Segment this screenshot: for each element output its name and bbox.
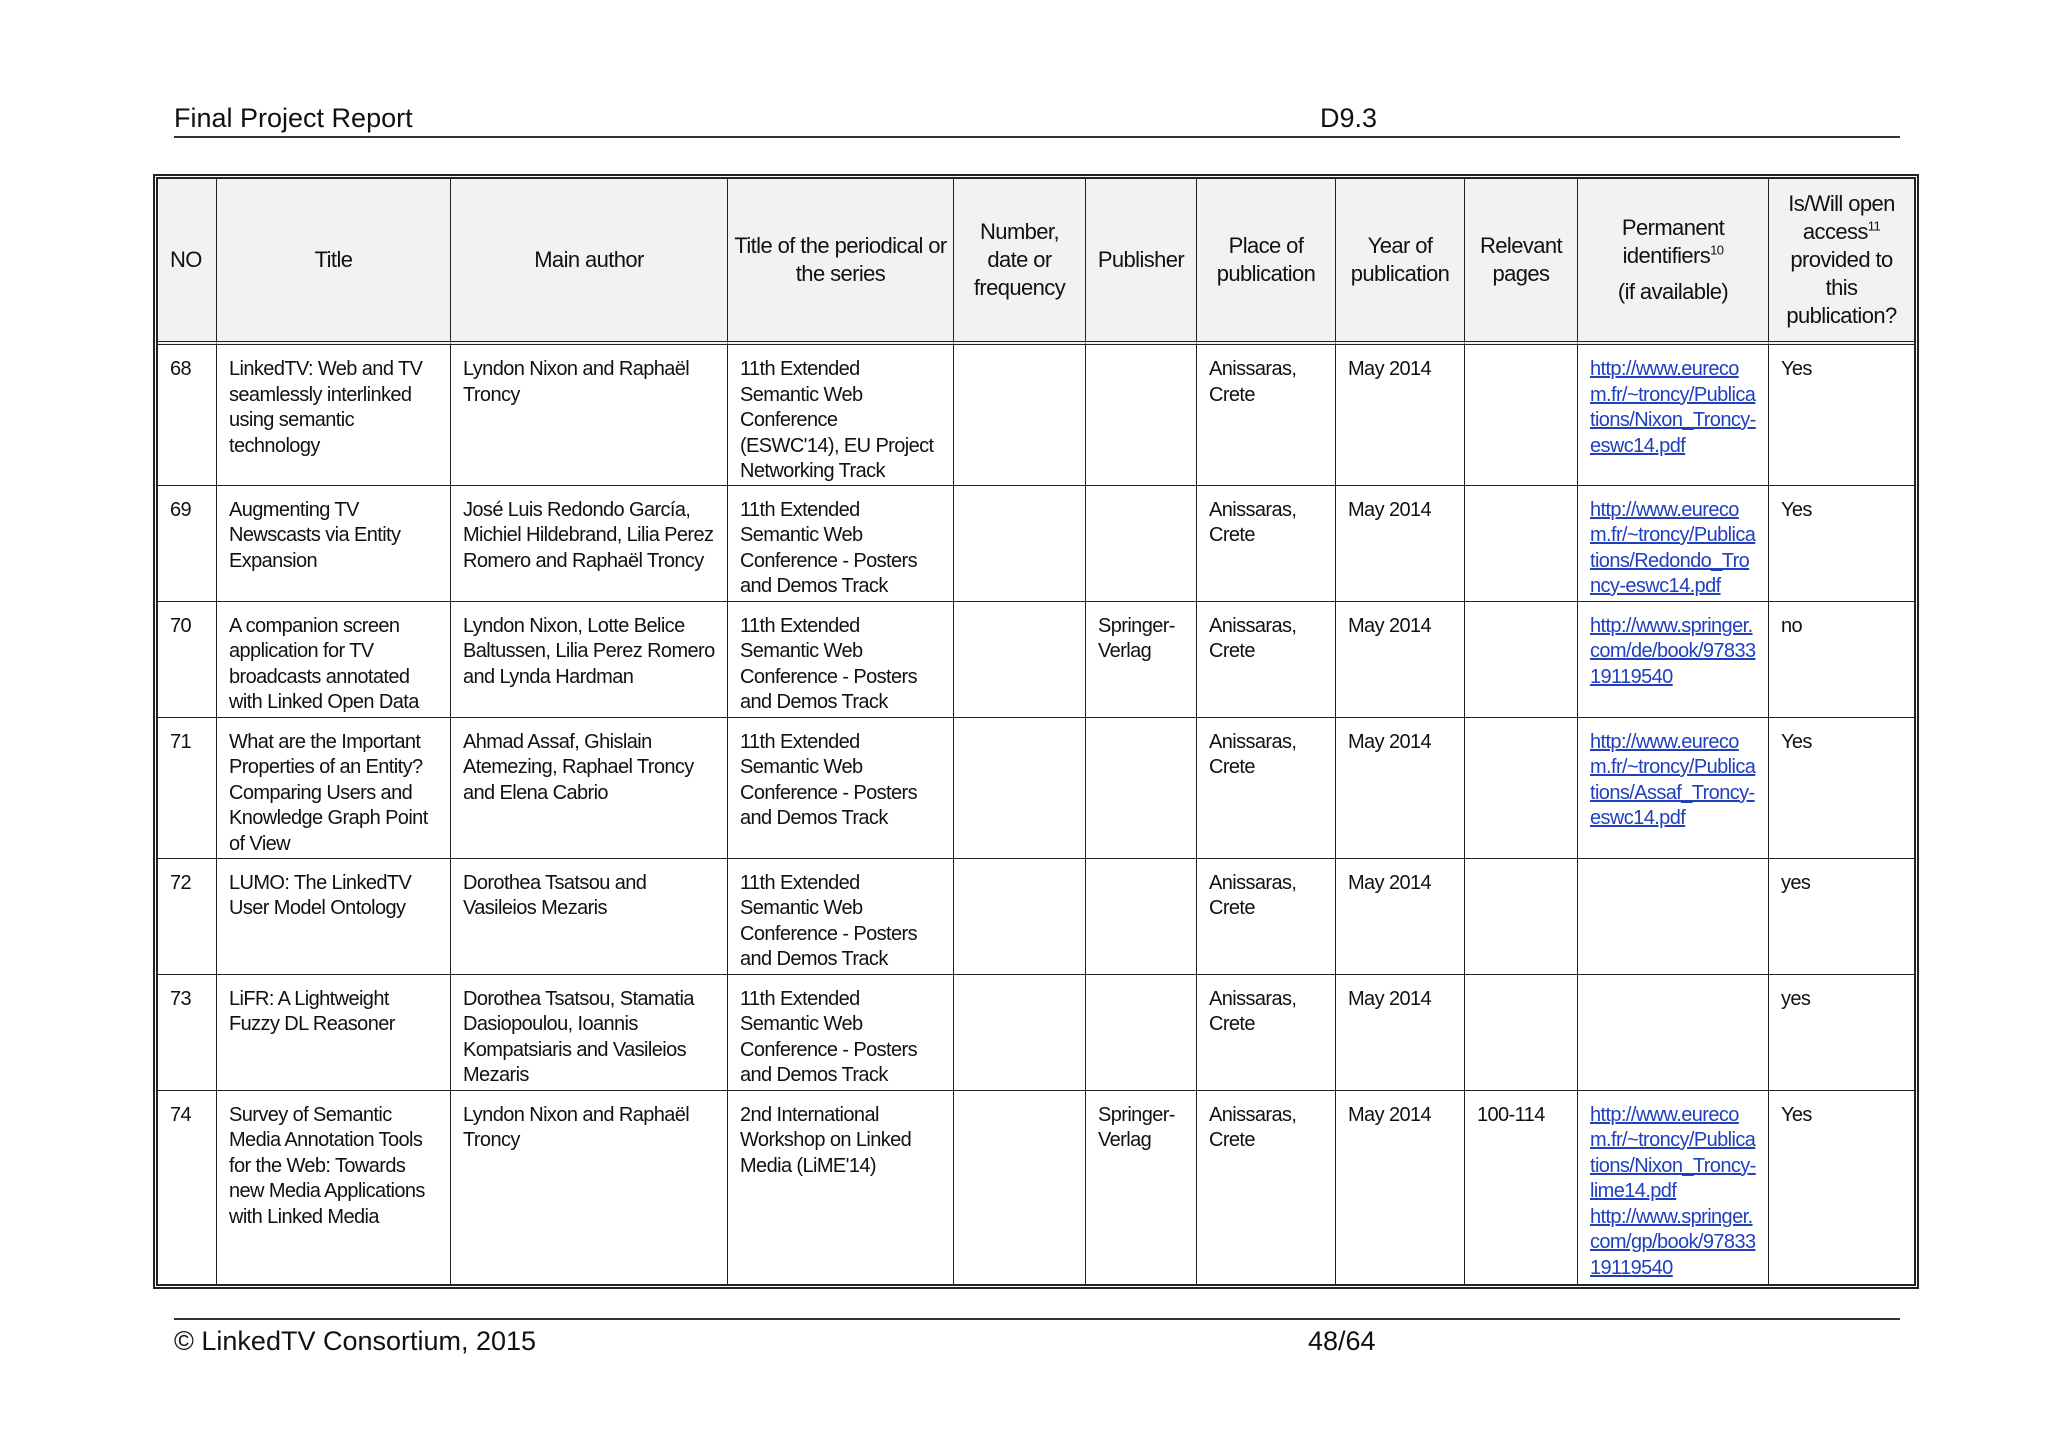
cell-periodical-title: 11th Extended Semantic Web Conference - Posters and Demos Track: [728, 602, 954, 718]
table-row: [158, 975, 1914, 1091]
copyright-notice: © LinkedTV Consortium, 2015: [174, 1326, 537, 1356]
cell-periodical-title: 11th Extended Semantic Web Conference - Posters and Demos Track: [728, 486, 954, 602]
cell-row-number: 68: [158, 345, 217, 486]
page-footer: [174, 1318, 1900, 1362]
cell-open-access: Yes: [1769, 718, 1914, 859]
cell-row-number: 73: [158, 975, 217, 1091]
cell-publication-title: A companion screen application for TV broadcasts annotated with Linked Open Data: [217, 602, 451, 718]
cell-publication-title: LUMO: The LinkedTV User Model Ontology: [217, 859, 451, 975]
page-number: 48/64: [1308, 1326, 1376, 1356]
col-header-open-access: [1769, 179, 1914, 345]
cell-place-of-publication: Anissaras, Crete: [1197, 602, 1336, 718]
cell-year-of-publication: May 2014: [1336, 1091, 1465, 1284]
identifier-link[interactable]: http://www.eurecom.fr/~troncy/Publications/Nixon_Troncy-eswc14.pdf: [1590, 358, 1756, 457]
cell-permanent-identifiers: [1578, 1091, 1769, 1284]
cell-publication-title: What are the Important Properties of an Entity? Comparing Users and Knowledge Graph Point of View: [217, 718, 451, 859]
cell-publication-title: LinkedTV: Web and TV seamlessly interlinked using semantic technology: [217, 345, 451, 486]
identifier-link[interactable]: http://www.eurecom.fr/~troncy/Publications/Assaf_Troncy-eswc14.pdf: [1590, 730, 1756, 829]
cell-publisher: [1086, 718, 1197, 859]
cell-main-author: José Luis Redondo García, Michiel Hildebrand, Lilia Perez Romero and Raphaël Troncy: [451, 486, 728, 602]
cell-permanent-identifiers: [1578, 486, 1769, 602]
table-row: [158, 718, 1914, 859]
col-header-publisher: Publisher: [1086, 179, 1197, 345]
cell-relevant-pages: 100-114: [1465, 1091, 1578, 1284]
cell-place-of-publication: Anissaras, Crete: [1197, 718, 1336, 859]
cell-open-access: yes: [1769, 859, 1914, 975]
table-row: [158, 1091, 1914, 1284]
cell-publisher: [1086, 975, 1197, 1091]
cell-place-of-publication: Anissaras, Crete: [1197, 859, 1336, 975]
publications-table-wrapper: [153, 174, 1919, 1289]
cell-main-author: Dorothea Tsatsou, Stamatia Dasiopoulou, Ioannis Kompatsiaris and Vasileios Mezaris: [451, 975, 728, 1091]
cell-relevant-pages: [1465, 859, 1578, 975]
cell-main-author: Lyndon Nixon and Raphaël Troncy: [451, 345, 728, 486]
cell-periodical-title: 11th Extended Semantic Web Conference - Posters and Demos Track: [728, 975, 954, 1091]
cell-place-of-publication: Anissaras, Crete: [1197, 486, 1336, 602]
header-row: [158, 179, 1914, 345]
report-title: Final Project Report: [174, 103, 413, 133]
table-row: [158, 486, 1914, 602]
open-access-label: Is/Will open access: [1788, 191, 1895, 244]
footnote-ref-11: 11: [1867, 218, 1881, 234]
identifier-link[interactable]: http://www.eurecom.fr/~troncy/Publications/Nixon_Troncy-lime14.pdf: [1590, 1103, 1756, 1202]
identifier-link[interactable]: http://www.springer.com/gp/book/9783319119540: [1590, 1205, 1756, 1279]
cell-open-access: Yes: [1769, 345, 1914, 486]
cell-relevant-pages: [1465, 486, 1578, 602]
cell-row-number: 74: [158, 1091, 217, 1284]
cell-periodical-title: 11th Extended Semantic Web Conference - Posters and Demos Track: [728, 859, 954, 975]
table-row: [158, 345, 1914, 486]
cell-place-of-publication: Anissaras, Crete: [1197, 1091, 1336, 1284]
cell-number-date-frequency: [954, 975, 1086, 1091]
cell-permanent-identifiers: [1578, 975, 1769, 1091]
cell-number-date-frequency: [954, 602, 1086, 718]
cell-open-access: no: [1769, 602, 1914, 718]
deliverable-code: D9.3: [1320, 103, 1378, 133]
cell-permanent-identifiers: [1578, 859, 1769, 975]
cell-relevant-pages: [1465, 602, 1578, 718]
cell-row-number: 71: [158, 718, 217, 859]
cell-permanent-identifiers: [1578, 718, 1769, 859]
table-row: [158, 602, 1914, 718]
cell-row-number: 70: [158, 602, 217, 718]
footnote-ref-10: 10: [1710, 242, 1724, 258]
cell-year-of-publication: May 2014: [1336, 486, 1465, 602]
cell-main-author: Lyndon Nixon and Raphaël Troncy: [451, 1091, 728, 1284]
table-body: [158, 345, 1914, 1284]
identifier-link[interactable]: http://www.eurecom.fr/~troncy/Publications/Redondo_Troncy-eswc14.pdf: [1590, 498, 1756, 597]
cell-publisher: Springer-Verlag: [1086, 1091, 1197, 1284]
col-header-identifiers: [1578, 179, 1769, 345]
cell-number-date-frequency: [954, 1091, 1086, 1284]
col-header-number: Number, date or frequency: [954, 179, 1086, 345]
identifiers-label: Permanent identifiers: [1621, 215, 1725, 268]
col-header-pages: Relevant pages: [1465, 179, 1578, 345]
col-header-main-author: Main author: [451, 179, 728, 345]
cell-place-of-publication: Anissaras, Crete: [1197, 345, 1336, 486]
cell-place-of-publication: Anissaras, Crete: [1197, 975, 1336, 1091]
table-header: [158, 179, 1914, 345]
cell-year-of-publication: May 2014: [1336, 345, 1465, 486]
cell-publication-title: LiFR: A Lightweight Fuzzy DL Reasoner: [217, 975, 451, 1091]
cell-publisher: [1086, 345, 1197, 486]
cell-main-author: Ahmad Assaf, Ghislain Atemezing, Raphael Troncy and Elena Cabrio: [451, 718, 728, 859]
cell-publisher: Springer-Verlag: [1086, 602, 1197, 718]
col-header-year: Year of publication: [1336, 179, 1465, 345]
cell-relevant-pages: [1465, 345, 1578, 486]
cell-periodical-title: 2nd International Workshop on Linked Media (LiME'14): [728, 1091, 954, 1284]
cell-open-access: Yes: [1769, 486, 1914, 602]
cell-open-access: Yes: [1781, 1103, 1812, 1126]
cell-periodical-title: 11th Extended Semantic Web Conference - Posters and Demos Track: [728, 718, 954, 859]
cell-row-number: 69: [158, 486, 217, 602]
cell-year-of-publication: May 2014: [1336, 602, 1465, 718]
cell-publisher: [1086, 859, 1197, 975]
identifier-link[interactable]: http://www.springer.com/de/book/9783319119540: [1590, 614, 1756, 688]
table-row: [158, 859, 1914, 975]
cell-row-number: 72: [158, 859, 217, 975]
cell-year-of-publication: May 2014: [1336, 859, 1465, 975]
cell-periodical-title: 11th Extended Semantic Web Conference (ESWC'14), EU Project Networking Track: [728, 345, 954, 486]
col-header-periodical: Title of the periodical or the series: [728, 179, 954, 345]
cell-number-date-frequency: [954, 859, 1086, 975]
cell-publisher: [1086, 486, 1197, 602]
cell-relevant-pages: [1465, 718, 1578, 859]
cell-permanent-identifiers: [1578, 345, 1769, 486]
cell-relevant-pages: [1465, 975, 1578, 1091]
cell-publication-title: Augmenting TV Newscasts via Entity Expansion: [217, 486, 451, 602]
col-header-title: Title: [217, 179, 451, 345]
open-access-label-rest: provided to this publication?: [1786, 247, 1897, 328]
cell-publication-title: Survey of Semantic Media Annotation Tools for the Web: Towards new Media Applications with Linked Media: [217, 1091, 451, 1284]
col-header-place: Place of publication: [1197, 179, 1336, 345]
cell-number-date-frequency: [954, 486, 1086, 602]
cell-year-of-publication: May 2014: [1336, 975, 1465, 1091]
col-header-no: NO: [158, 179, 217, 345]
identifiers-note: (if available): [1617, 279, 1729, 304]
cell-main-author: Lyndon Nixon, Lotte Belice Baltussen, Lilia Perez Romero and Lynda Hardman: [451, 602, 728, 718]
page-header: [174, 96, 1900, 138]
cell-year-of-publication: May 2014: [1336, 718, 1465, 859]
publications-table: [153, 174, 1919, 1289]
cell-main-author: Dorothea Tsatsou and Vasileios Mezaris: [451, 859, 728, 975]
cell-number-date-frequency: [954, 345, 1086, 486]
cell-permanent-identifiers: [1578, 602, 1769, 718]
cell-number-date-frequency: [954, 718, 1086, 859]
cell-open-access: yes: [1769, 975, 1914, 1091]
